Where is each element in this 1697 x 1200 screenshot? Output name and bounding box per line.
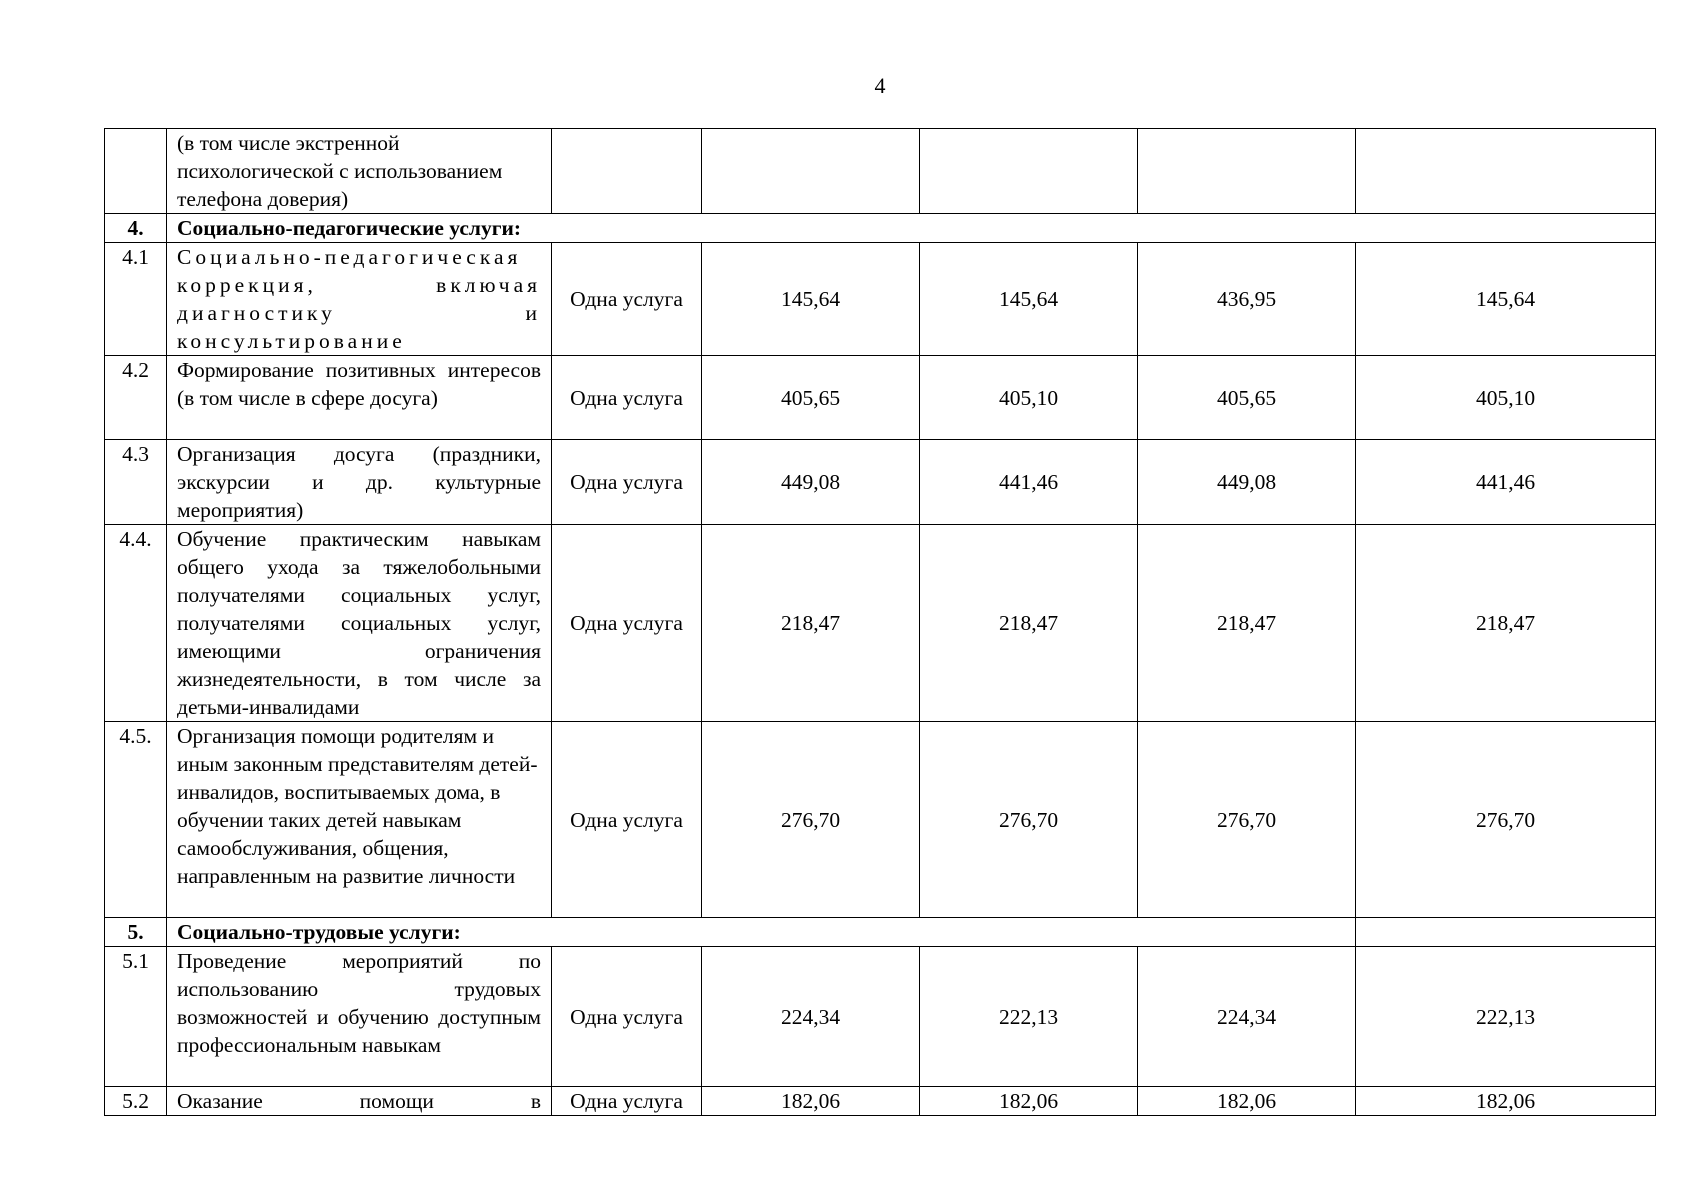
value-cell: 224,34 <box>1138 947 1356 1087</box>
value-cell: 449,08 <box>1138 440 1356 525</box>
section-number-cell: 5. <box>105 918 167 947</box>
service-name-cell: Социально-педагогическая коррекция, включая диагностику и консультирование <box>167 243 552 356</box>
value-cell: 224,34 <box>702 947 920 1087</box>
unit-cell: Одна услуга <box>552 440 702 525</box>
services-tariff-table <box>104 128 1656 1116</box>
service-name-cell: Обучение практическим навыкам общего ухода за тяжелобольными получателями социальных услуг, получателями социальных услуг, имеющими ограничения жизнедеятельности, в том числе за детьми-инвалидами <box>167 525 552 722</box>
unit-cell <box>552 129 702 214</box>
table-row <box>105 356 1656 440</box>
service-name-cell: Оказание помощи в <box>167 1087 552 1116</box>
row-number-cell: 4.2 <box>105 356 167 440</box>
page-number: 4 <box>874 73 886 98</box>
row-number-cell: 5.2 <box>105 1087 167 1116</box>
value-cell: 441,46 <box>1356 440 1656 525</box>
value-cell: 222,13 <box>1356 947 1656 1087</box>
row-number-cell: 4.4. <box>105 525 167 722</box>
row-number-cell: 5.1 <box>105 947 167 1087</box>
value-cell: 182,06 <box>920 1087 1138 1116</box>
section-header-row <box>105 214 1656 243</box>
value-cell: 276,70 <box>1138 722 1356 918</box>
unit-cell: Одна услуга <box>552 722 702 918</box>
value-cell: 145,64 <box>920 243 1138 356</box>
value-cell: 405,65 <box>1138 356 1356 440</box>
unit-cell: Одна услуга <box>552 1087 702 1116</box>
table-row <box>105 440 1656 525</box>
value-cell: 145,64 <box>1356 243 1656 356</box>
unit-cell: Одна услуга <box>552 947 702 1087</box>
service-name-cell: Формирование позитивных интересов (в том числе в сфере досуга) <box>167 356 552 440</box>
service-name-cell: Организация досуга (праздники, экскурсии и др. культурные мероприятия) <box>167 440 552 525</box>
value-cell <box>1138 129 1356 214</box>
row-number-cell: 4.5. <box>105 722 167 918</box>
section-title-cell: Социально-педагогические услуги: <box>167 214 1656 243</box>
table-row <box>105 525 1656 722</box>
table-row-continuation <box>105 129 1656 214</box>
value-cell: 276,70 <box>920 722 1138 918</box>
value-cell: 405,10 <box>920 356 1138 440</box>
value-cell: 405,10 <box>1356 356 1656 440</box>
value-cell: 218,47 <box>702 525 920 722</box>
value-cell: 222,13 <box>920 947 1138 1087</box>
section-number-cell: 4. <box>105 214 167 243</box>
value-cell: 449,08 <box>702 440 920 525</box>
row-number-cell: 4.3 <box>105 440 167 525</box>
value-cell: 145,64 <box>702 243 920 356</box>
value-cell: 182,06 <box>1138 1087 1356 1116</box>
service-name-cell: Проведение мероприятий по использованию трудовых возможностей и обучению доступным профессиональным навыкам <box>167 947 552 1087</box>
unit-cell: Одна услуга <box>552 356 702 440</box>
empty-cell <box>1356 918 1656 947</box>
table-row <box>105 722 1656 918</box>
unit-cell: Одна услуга <box>552 525 702 722</box>
value-cell: 441,46 <box>920 440 1138 525</box>
value-cell <box>702 129 920 214</box>
value-cell: 218,47 <box>920 525 1138 722</box>
value-cell: 405,65 <box>702 356 920 440</box>
value-cell <box>1356 129 1656 214</box>
table-row <box>105 243 1656 356</box>
value-cell <box>920 129 1138 214</box>
table-row <box>105 1087 1656 1116</box>
value-cell: 218,47 <box>1356 525 1656 722</box>
value-cell: 182,06 <box>702 1087 920 1116</box>
table-row <box>105 947 1656 1087</box>
row-number-cell: 4.1 <box>105 243 167 356</box>
value-cell: 218,47 <box>1138 525 1356 722</box>
value-cell: 276,70 <box>702 722 920 918</box>
row-number-cell <box>105 129 167 214</box>
service-name-cell: (в том числе экстренной психологической с использованием телефона доверия) <box>167 129 552 214</box>
unit-cell: Одна услуга <box>552 243 702 356</box>
section-title-cell: Социально-трудовые услуги: <box>167 918 1356 947</box>
section-header-row <box>105 918 1656 947</box>
value-cell: 436,95 <box>1138 243 1356 356</box>
service-name-cell: Организация помощи родителям и иным законным представителям детей-инвалидов, воспитываемых дома, в обучении таких детей навыкам самообслуживания, общения, направленным на развитие личности <box>167 722 552 918</box>
value-cell: 276,70 <box>1356 722 1656 918</box>
value-cell: 182,06 <box>1356 1087 1656 1116</box>
